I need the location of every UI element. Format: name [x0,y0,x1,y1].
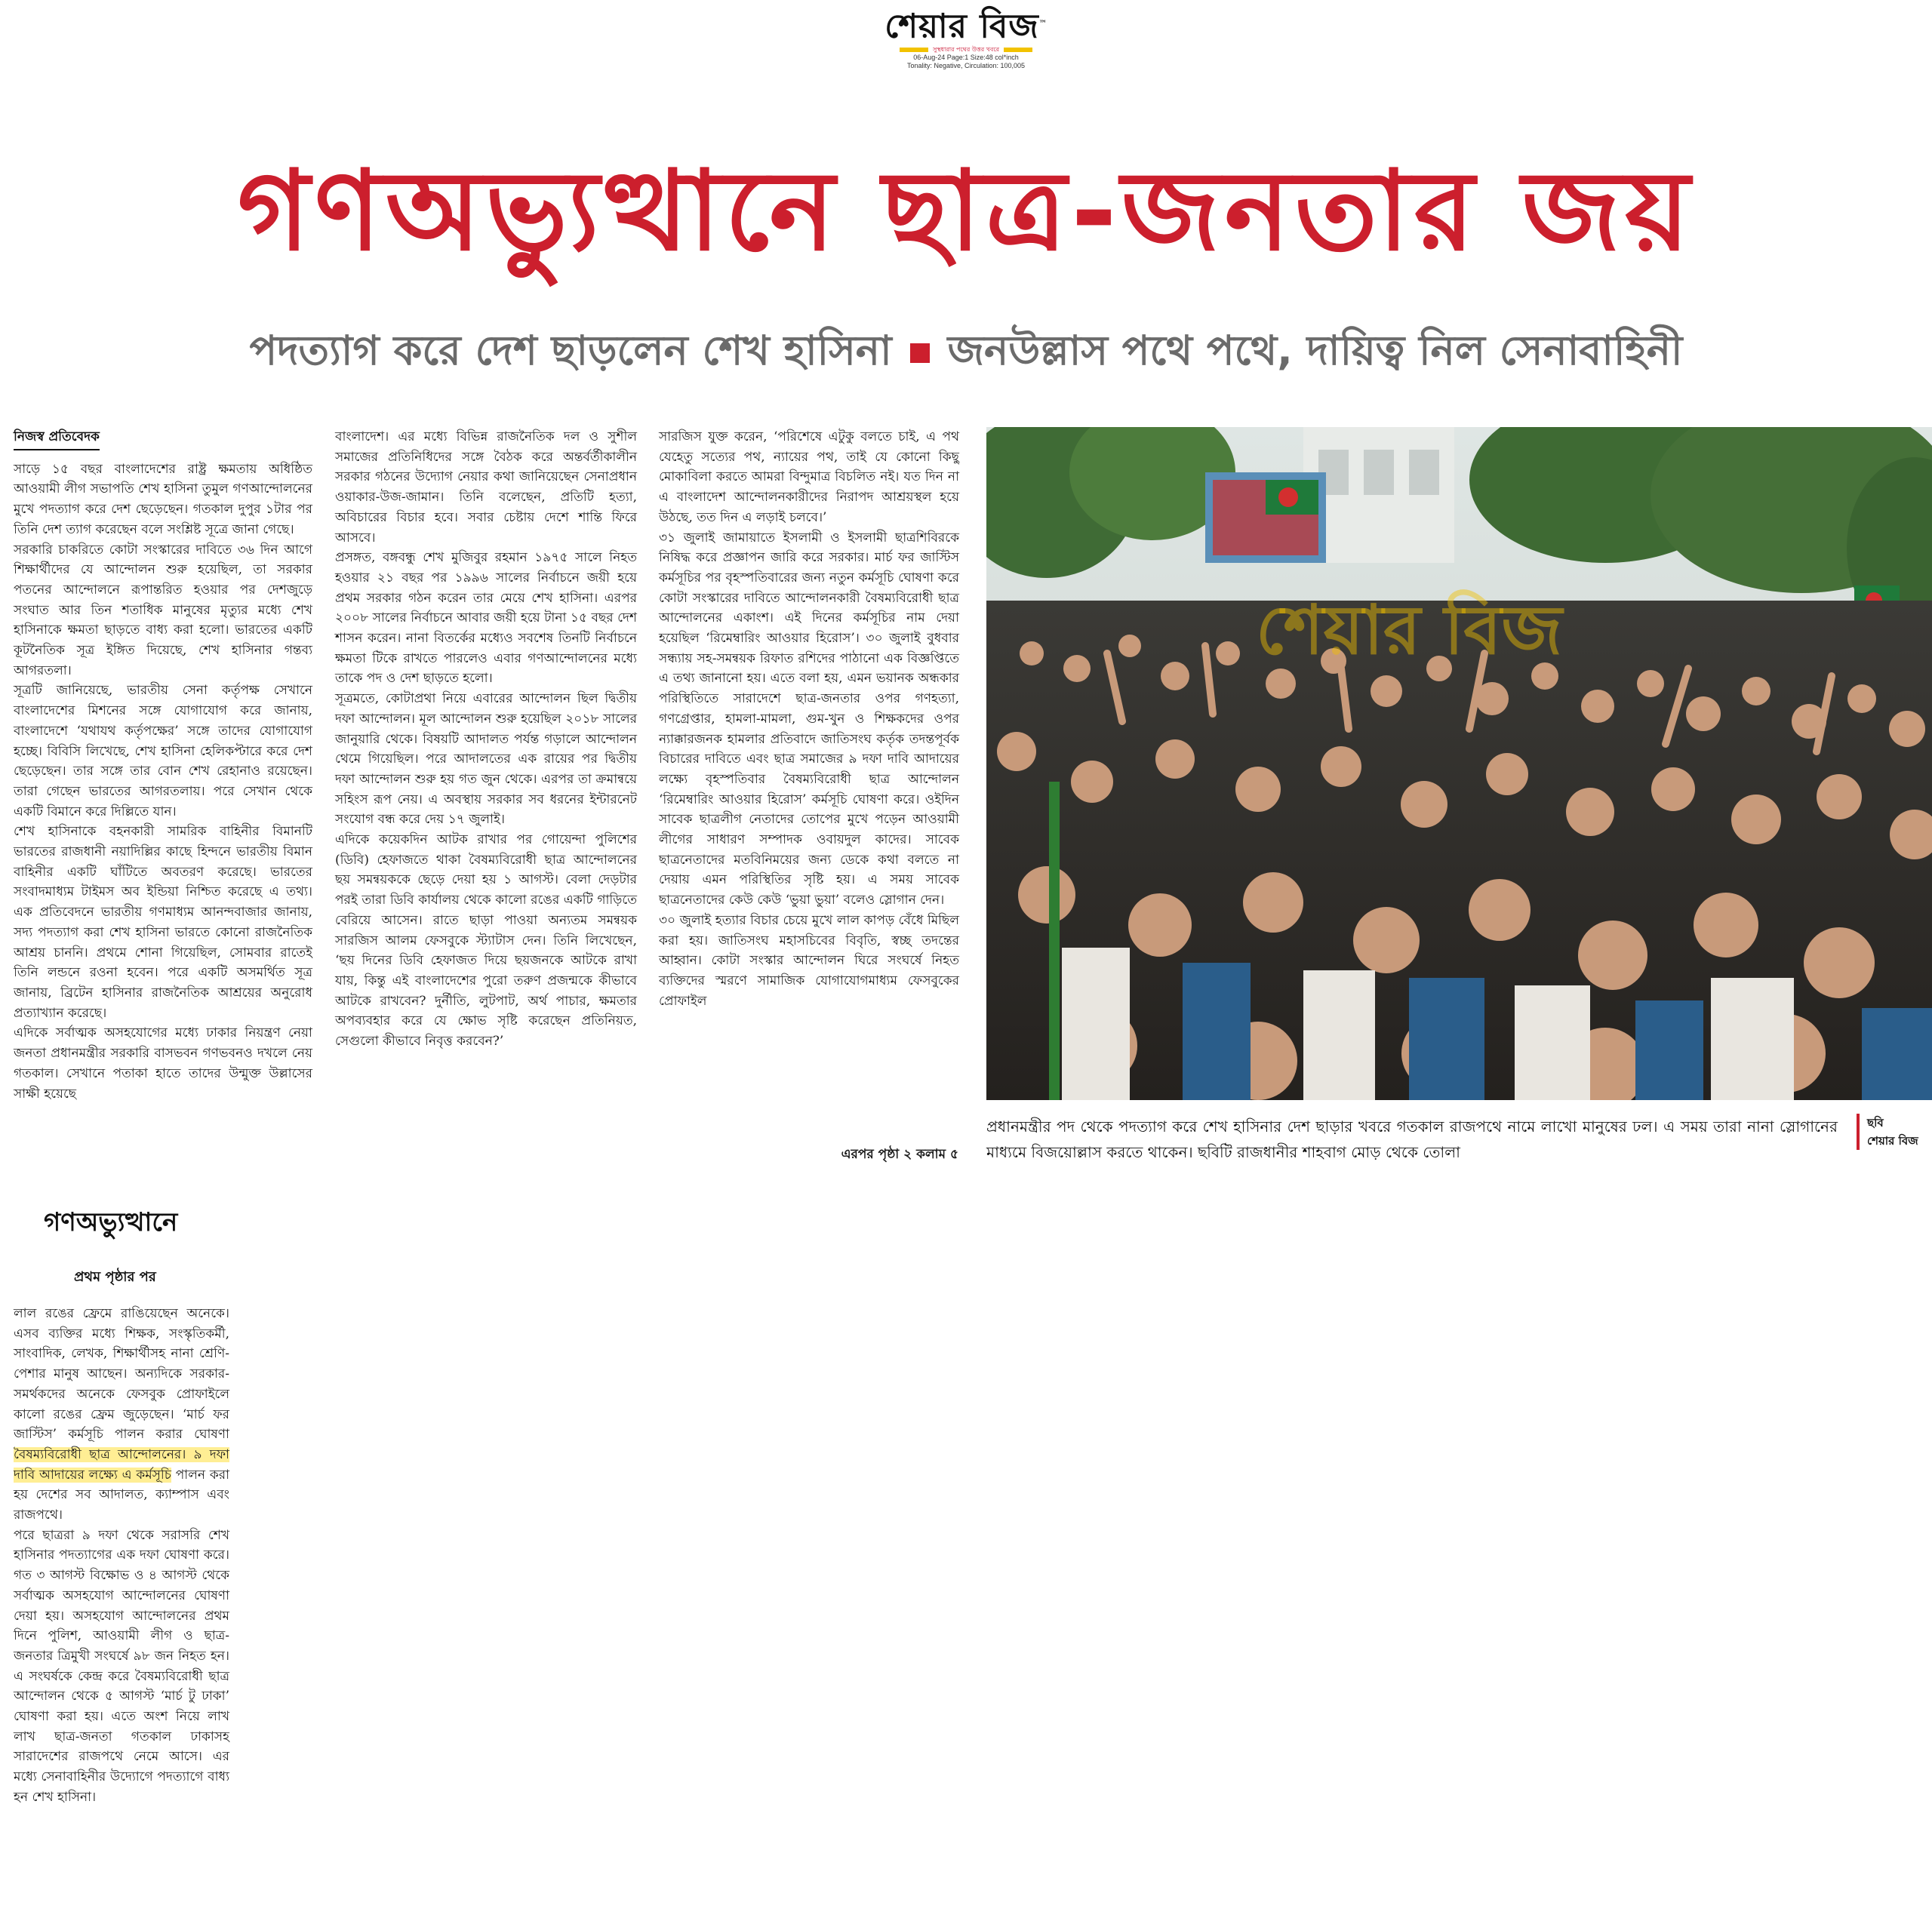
article-paragraph: সূত্রটি জানিয়েছে, ভারতীয় সেনা কর্তৃপক্ষ সেখানে বাংলাদেশের মিশনের সঙ্গে যোগাযোগ করে জানায়, বাংলাদেশে ‘যথাযথ কর্তৃপক্ষের’ সঙ্গে তাদের যোগাযোগ হচ্ছে। বিবিসি লিখেছে, শেখ হাসিনা হেলিকপ্টারে করে দেশ ছেড়েছেন। তার সঙ্গে তার বোন শেখ রেহানাও রয়েছেন। তারা গেছেন ভারতের আগরতলায়। পরে সেখান থেকে একটি বিমানে করে দিল্লিতে যান। [14,683,312,819]
clipping-meta-line-1: 06-Aug-24 Page:1 Size:48 col*inch [913,53,1019,61]
photo-credit [1857,1114,1932,1150]
masthead [868,6,1064,69]
continuation-subheading: প্রথম পৃষ্ঠার পর [74,1269,156,1285]
sub-headline [30,324,1902,377]
continuation-paragraph: পরে ছাত্ররা ৯ দফা থেকে সরাসরি শেখ হাসিনার পদত্যাগের এক দফা ঘোষণা করে। গত ৩ আগস্ট বিক্ষোভ ও ৪ আগস্ট থেকে সর্বাত্মক অসহযোগ আন্দোলনের ঘোষণা দেয়া হয়। অসহযোগ আন্দোলনের প্রথম দিনে পুলিশ, আওয়ামী লীগ ও ছাত্র-জনতার ত্রিমুখী সংঘর্ষে ৯৮ জন নিহত হন। এ সংঘর্ষকে কেন্দ্র করে বৈষম্যবিরোধী ছাত্র আন্দোলন থেকে ৫ আগস্ট ‘মার্চ টু ঢাকা’ ঘোষণা করা হয়। এতে অংশ নিয়ে লাখ লাখ ছাত্র-জনতা গতকাল ঢাকাসহ সারাদেশের রাজপথে নেমে আসে। এর মধ্যে সেনাবাহিনীর উদ্যোগে পদত্যাগে বাধ্য হন শেখ হাসিনা। [14,1527,229,1805]
article-paragraph: সরকারি চাকরিতে কোটা সংস্কারের দাবিতে ৩৬ দিন আগে শিক্ষার্থীদের যে আন্দোলন শুরু হয়েছিল, তা সরকার পতনের আন্দোলনে রূপান্তরিত হওয়ার পর দেশজুড়ে সংঘাত আর তিন শতাধিক মানুষের মৃত্যুর মধ্যে শেখ হাসিনাকে ক্ষমতা ছাড়তে বাধ্য করা হলো। ভারতের একটি কূটনৈতিক সূত্র ইঙ্গিত দিয়েছে, শেখ হাসিনার গন্তব্য আগরতলা। [14,542,312,678]
continuation-text: লাল রঙের ফ্রেমে রাঙিয়েছেন অনেকে। এসব ব্যক্তির মধ্যে শিক্ষক, সংস্কৃতিকর্মী, সাংবাদিক, লেখক, শিক্ষার্থীসহ নানা শ্রেণি-পেশার মানুষ আছেন। অন্যদিকে সরকার-সমর্থকদের অনেকে ফেসবুক প্রোফাইলে কালো রঙের ফ্রেম জুড়েছেন। ‘মার্চ ফর জাস্টিস’ কর্মসূচি পালন করার ঘোষণা [14,1306,229,1443]
article-paragraph: বাংলাদেশ। এর মধ্যে বিভিন্ন রাজনৈতিক দল ও সুশীল সমাজের প্রতিনিধিদের সঙ্গে বৈঠক করে অন্তর্বর্তীকালীন সরকার গঠনের উদ্যোগ নেয়ার কথা জানিয়েছেন সেনাপ্রধান ওয়াকার-উজ-জামান। তিনি বলেছেন, প্রতিটি হত্যা, অবিচারের বিচার হবে। সবার চেষ্টায় দেশে শান্তি ফিরে আসবে। [335,429,637,546]
logo-underline [868,46,1064,54]
article-column-1 [14,427,312,1104]
photo-credit-label: ছবি [1867,1116,1884,1130]
article-paragraph: প্রসঙ্গত, বঙ্গবন্ধু শেখ মুজিবুর রহমান ১৯৭৫ সালে নিহত হওয়ার ২১ বছর পর ১৯৯৬ সালের নির্বাচনে জয়ী হয়ে প্রথম সরকার গঠন করেন তার মেয়ে শেখ হাসিনা। এরপর ২০০৮ সালের নির্বাচনে আবার জয়ী হয়ে টানা ১৫ বছর দেশ শাসন করেন। নানা বিতর্কের মধ্যেও সবশেষ তিনটি নির্বাচনে ক্ষমতা টিকে রাখতে পারলেও এবার গণআন্দোলনের মধ্যে তাকে পদ ও দেশ ছাড়তে হলো। [335,550,637,687]
article-paragraph: সূত্রমতে, কোটাপ্রথা নিয়ে এবারের আন্দোলন ছিল দ্বিতীয় দফা আন্দোলন। মূল আন্দোলন শুরু হয়েছিল ২০১৮ সালের জানুয়ারি থেকে। বিষয়টি আদালত পর্যন্ত গড়ালে আন্দোলন থেমে গিয়েছিল। পরে আদালতের এক রায়ের পর দ্বিতীয় দফা আন্দোলন শুরু হয় গত জুন থেকে। এরপর তা ক্রমান্বয়ে সহিংস রূপ নেয়। এ অবস্থায় সরকার সব ধরনের ইন্টারনেট সংযোগ বন্ধ করে দেয় ১৭ জুলাই। [335,691,637,828]
article-paragraph: সাড়ে ১৫ বছর বাংলাদেশের রাষ্ট্র ক্ষমতায় অধিষ্ঠিত আওয়ামী লীগ সভাপতি শেখ হাসিনা তুমুল গণআন্দোলনের মুখে পদত্যাগ করে দেশ ছেড়েছেন। গতকাল দুপুর ১টার পর তিনি দেশ ত্যাগ করেছেন বলে সংশ্লিষ্ট সূত্রে জানা গেছে। [14,461,312,537]
crowd-photo-image [986,427,1932,1100]
sub-headline-right: জনউল্লাস পথে পথে, দায়িত্ব নিল সেনাবাহিনী [947,327,1683,374]
sub-headline-left: পদত্যাগ করে দেশ ছাড়লেন শেখ হাসিনা [249,327,892,374]
article-paragraph: শেখ হাসিনাকে বহনকারী সামরিক বাহিনীর বিমানটি ভারতের রাজধানী নয়াদিল্লির কাছে হিন্দনে ভারতীয় বিমান বাহিনীর একটি ঘাঁটিতে অবতরণ করেছে। ভারতের সংবাদমাধ্যম টাইমস অব ইন্ডিয়া নিশ্চিত করেছে এ তথ্য। এক প্রতিবেদনে ভারতীয় গণমাধ্যম আনন্দবাজার জানায়, সদ্য পদত্যাগ করা শেখ হাসিনা ভারতে কোনো রাজনৈতিক আশ্রয় চাননি। প্রথমে শোনা গিয়েছিল, সোমবার রাতেই তিনি লন্ডনে রওনা হবেন। পরে একটি অসমর্থিত সূত্র জানায়, ব্রিটেন হাসিনার রাজনৈতিক আশ্রয়ের অনুরোধ প্রত্যাখ্যান করেছে। [14,824,312,1021]
article-paragraph: এদিকে সর্বাত্মক অসহযোগের মধ্যে ঢাকার নিয়ন্ত্রণ নেয়া জনতা প্রধানমন্ত্রীর সরকারি বাসভবন গণভবনও দখলে নেয় গতকাল। সেখানে পতাকা হাতে তাদের উন্মুক্ত উল্লাসের সাক্ষী হয়েছে [14,1025,312,1102]
article-paragraph: ৩১ জুলাই জামায়াতে ইসলামী ও ইসলামী ছাত্রশিবিরকে নিষিদ্ধ করে প্রজ্ঞাপন জারি করে সরকার। মার্চ ফর জাস্টিস কর্মসূচির পর বৃহস্পতিবারের জন্য নতুন কর্মসূচি ঘোষণা করে কোটা সংস্কারের দাবিতে আন্দোলনকারী বৈষম্যবিরোধী ছাত্র আন্দোলনের একাংশ। এই দিনের কর্মসূচির নাম দেয়া হয়েছিল ‘রিমেম্বারিং আওয়ার হিরোস’। ৩০ জুলাই বুধবার সন্ধ্যায় সহ-সমন্বয়ক রিফাত রশিদের পাঠানো এক বিজ্ঞপ্তিতে এ তথ্য জানানো হয়। এতে বলা হয়, এমন ভয়ানক অন্ধকার পরিস্থিতিতে সারাদেশে ছাত্র-জনতার ওপর গণহত্যা, গণগ্রেপ্তার, হামলা-মামলা, গুম-খুন ও শিক্ষকদের ওপর ন্যাক্কারজনক হামলার প্রতিবাদে জাতিসংঘ কর্তৃক তদন্তপূর্বক বিচারের দাবিতে এবং ছাত্র সমাজের ৯ দফা দাবি আদায়ের লক্ষ্যে বৃহস্পতিবার বৈষম্যবিরোধী ছাত্র আন্দোলন ‘রিমেম্বারিং আওয়ার হিরোস’ কর্মসূচি ঘোষণা করে। ওইদিন সাবেক ছাত্রলীগ নেতাদের তোপের মুখে পড়েন আওয়ামী লীগের সাধারণ সম্পাদক ওবায়দুল কাদের। সাবেক ছাত্রনেতাদের মতবিনিময়ের জন্য ডেকে কথা বলতে না দেয়ায় এমন পরিস্থিতির সৃষ্টি হয়। এ সময় সাবেক ছাত্রনেতাদের কেউ কেউ ‘ভুয়া ভুয়া’ বলেও স্লোগান দেন। [659,530,959,908]
logo-bar-left [900,48,928,52]
continuation-paragraph [14,1304,229,1526]
logo-bar-right [1004,48,1032,52]
article-paragraph: সারজিস যুক্ত করেন, ‘পরিশেষে এটুকু বলতে চাই, এ পথ যেহেতু সত্যের পথ, ন্যায়ের পথ, তাই যে কোনো কিছু মোকাবিলা করতে আমরা বিন্দুমাত্র বিচলিত নই। যত দিন না এ বাংলাদেশ আন্দোলনকারীদের নিরাপদ আশ্রয়স্থল হয়ে উঠছে, তত দিন এ লড়াই চলবে।’ [659,429,959,525]
continued-on-page-note: এরপর পৃষ্ঠা ২ কলাম ৫ [841,1147,958,1162]
clipping-meta-line-2: Tonality: Negative, Circulation: 100,005 [906,61,1026,69]
article-paragraph: এদিকে কয়েকদিন আটক রাখার পর গোয়েন্দা পুলিশের (ডিবি) হেফাজতে থাকা বৈষম্যবিরোধী ছাত্র আন্দোলনের ছয় সমন্বয়ককে ছেড়ে দেয়া হয় ১ আগস্ট। বেলা দেড়টার পরই তারা ডিবি কার্যালয় থেকে কালো রঙের একটি গাড়িতে বেরিয়ে আসেন। রাতে ছাড়া পাওয়া অন্যতম সমন্বয়ক সারজিস আলম ফেসবুকে স্ট্যাটাস দেন। তিনি লিখেছেন, ‘ছয় দিনের ডিবি হেফাজত দিয়ে ছয়জনকে আটকে রাখা যায়, কিন্তু এই বাংলাদেশের পুরো তরুণ প্রজন্মকে কীভাবে আটকে রাখবেন? দুর্নীতি, লুটপাট, অর্থ পাচার, ক্ষমতার অপব্যবহার করে যে ক্ষোভ সৃষ্টি করেছেন প্রতিনিয়ত, সেগুলো কীভাবে নিবৃত্ত করবেন?’ [335,832,637,1050]
continuation-text: পালন করা হয় দেশের সব আদালত, ক্যাম্পাস এবং রাজপথে। [14,1467,230,1523]
article-paragraph: ৩০ জুলাই হত্যার বিচার চেয়ে মুখে লাল কাপড় বেঁধে মিছিল করা হয়। জাতিসংঘ মহাসচিবের বিবৃতি, স্বচ্ছ তদন্তের আহ্বান। কোটা সংস্কার আন্দোলন ঘিরে সংঘর্ষে নিহত ব্যক্তিদের স্মরণে সামাজিক যোগাযোগমাধ্যম ফেসবুকের প্রোফাইল [659,912,959,1009]
crowd-photo [986,427,1932,1100]
photo-credit-source: শেয়ার বিজ [1867,1134,1918,1148]
main-headline: গণঅভ্যুত্থানে ছাত্র-জনতার জয় [237,147,1695,275]
continuation-heading: গণঅভ্যুত্থানে [44,1207,178,1237]
article-column-2 [335,427,637,1052]
photo-watermark: শেয়ার বিজ [1255,591,1563,670]
newspaper-logo: শেয়ার বিজ™ [884,7,1048,46]
newspaper-tagline: সুস্থধারার পথের উত্তর খবরে [932,45,1000,53]
separator-square-icon [910,343,930,363]
photo-caption: প্রধানমন্ত্রীর পদ থেকে পদত্যাগ করে শেখ হাসিনার দেশ ছাড়ার খবরে গতকাল রাজপথে নামে লাখো মানুষের ঢল। এ সময় তারা নানা স্লোগানের মাধ্যমে বিজয়োল্লাস করতে থাকেন। ছবিটি রাজধানীর শাহবাগ মোড় থেকে তোলা [986,1117,1838,1161]
continuation-column [14,1304,229,1808]
highlighted-text: বৈষম্যবিরোধী ছাত্র আন্দোলনের। ৯ দফা দাবি আদায়ের লক্ষ্যে এ কর্মসূচি [14,1446,229,1483]
byline: নিজস্ব প্রতিবেদক [14,427,100,450]
article-column-3 [659,427,959,1011]
